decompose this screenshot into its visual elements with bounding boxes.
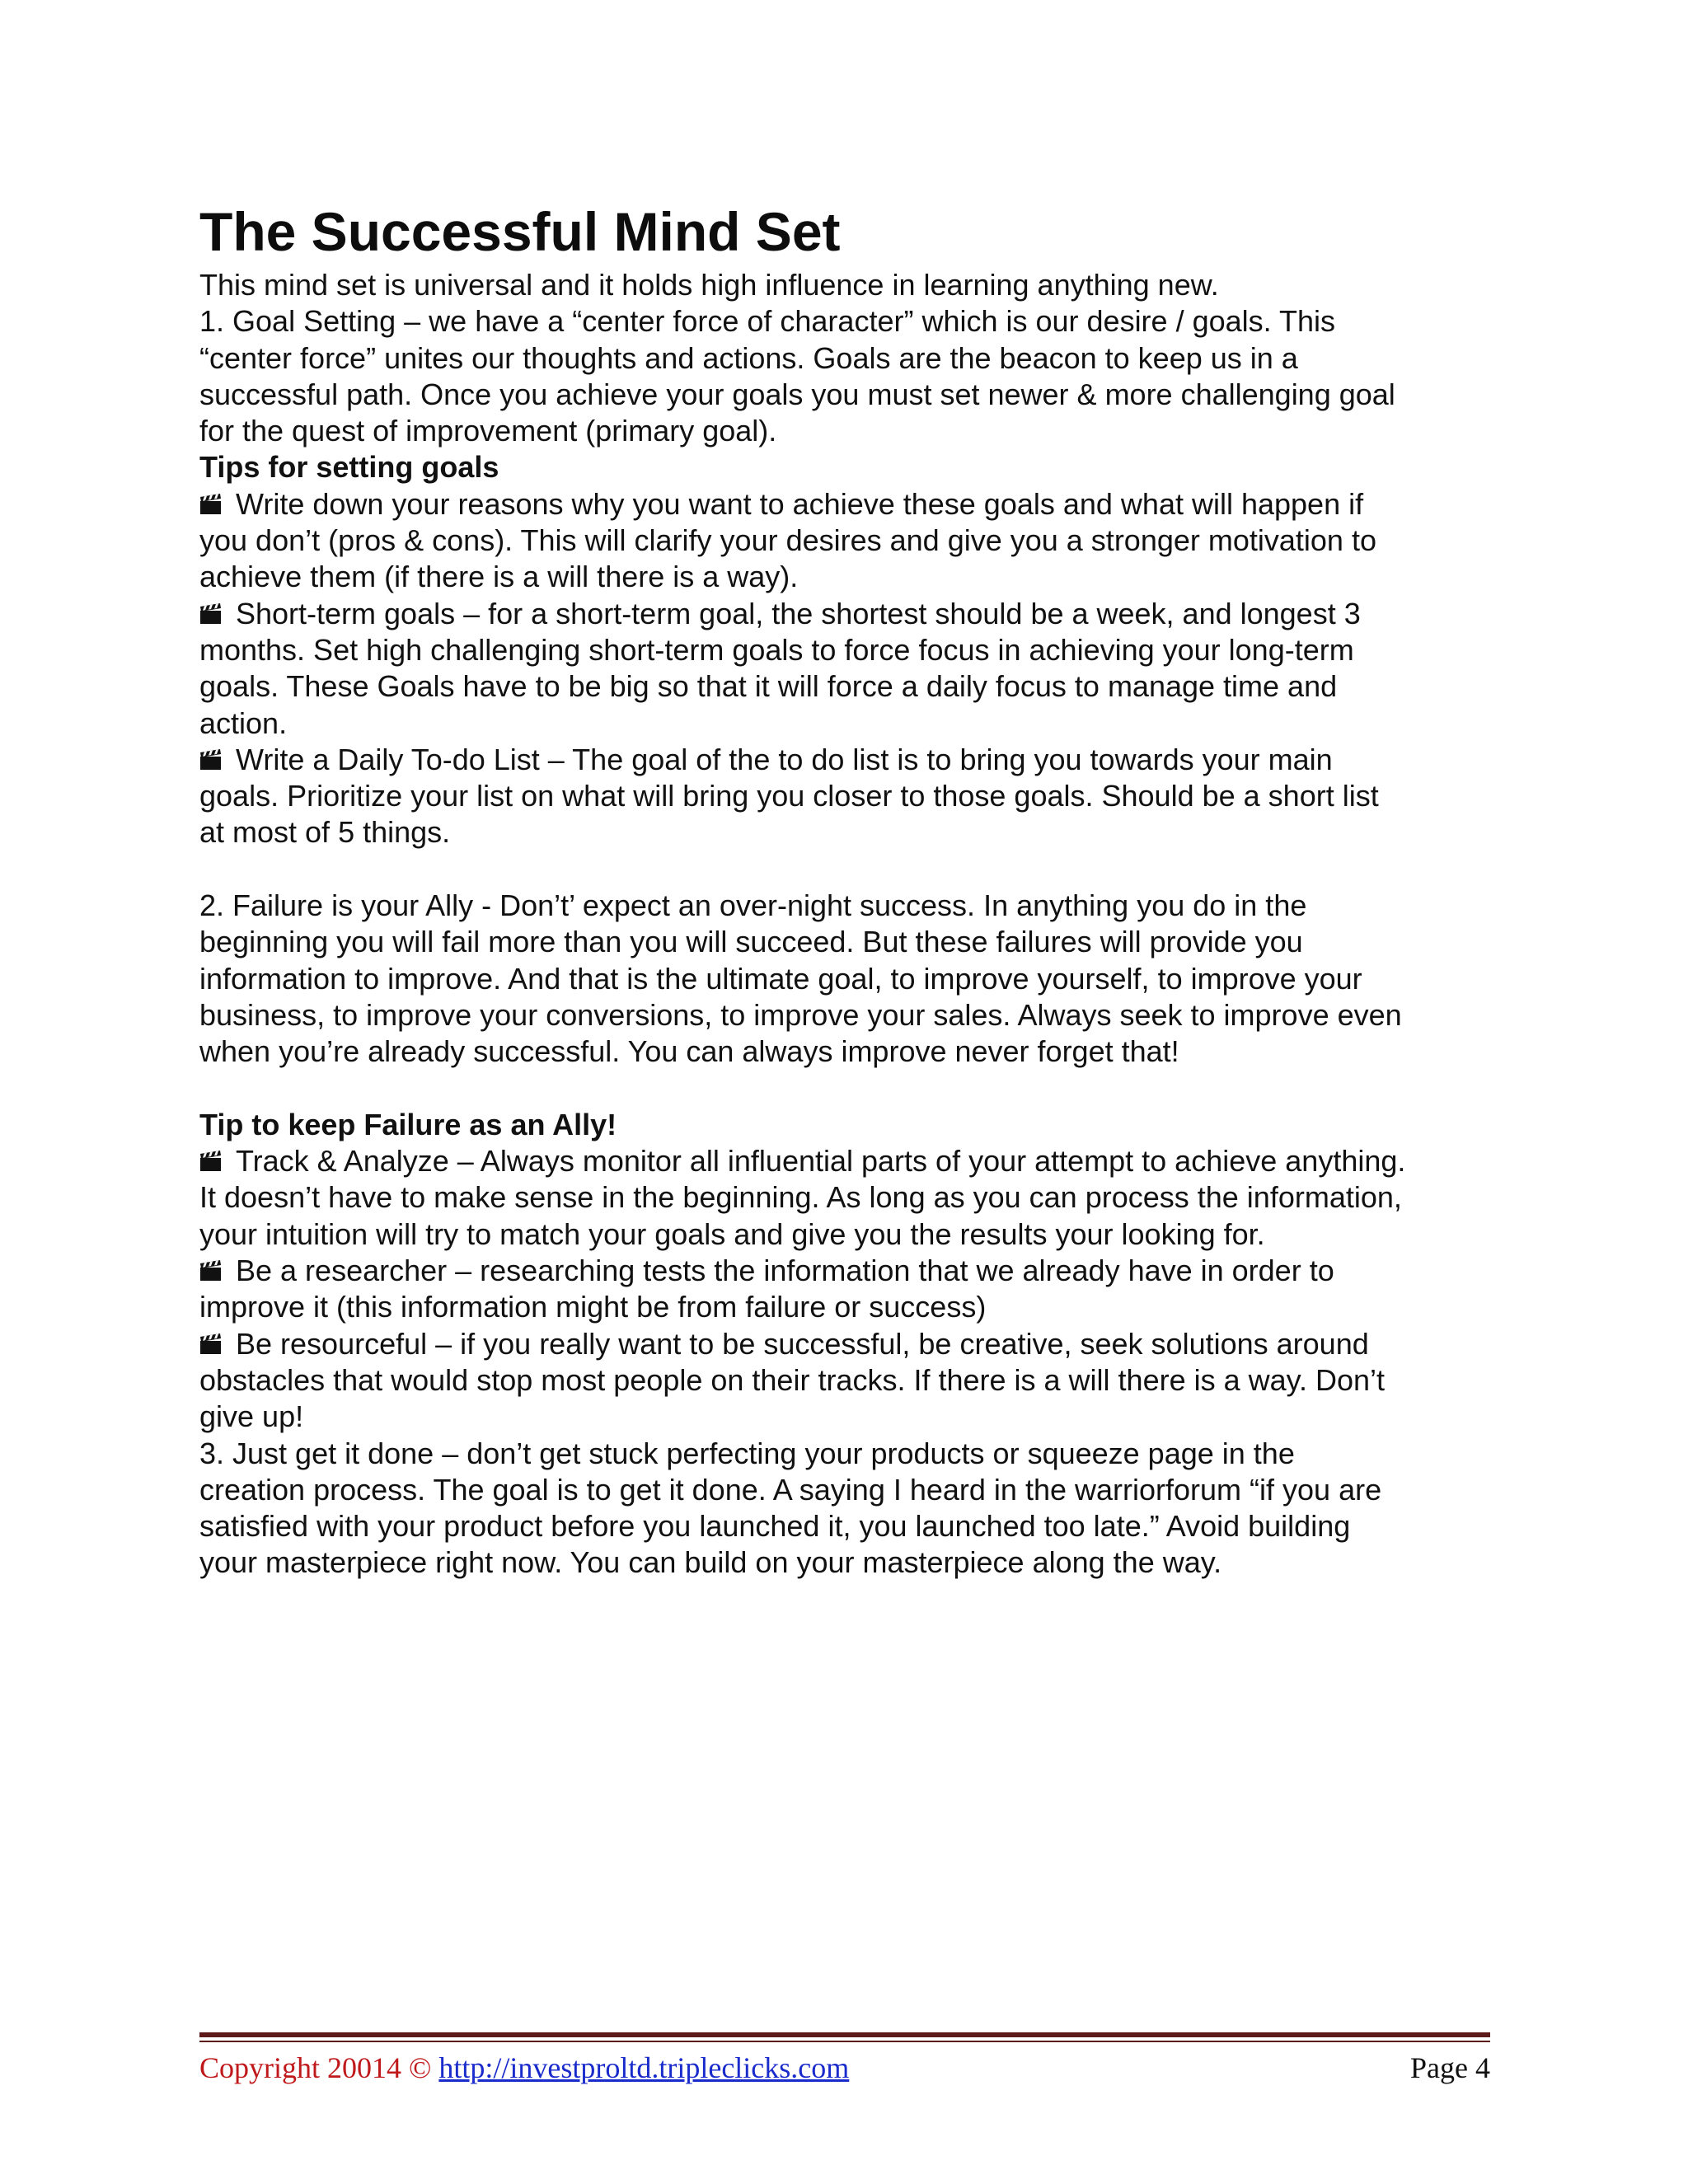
text-line (199, 668, 1493, 705)
line-text: months. Set high challenging short-term goals to force focus in achieving your long-term (199, 632, 1354, 667)
text-line (199, 1289, 1493, 1325)
line-text: you don’t (pros & cons). This will clarify your desires and give you a stronger motivation to (199, 523, 1376, 558)
line-text: improve it (this information might be from failure or success) (199, 1290, 987, 1324)
text-line (199, 523, 1493, 559)
clapperboard-icon (199, 1326, 236, 1362)
line-text: give up! (199, 1399, 304, 1434)
text-line (199, 888, 1493, 924)
bullet-item (199, 742, 1493, 778)
line-text: Short-term goals – for a short-term goal, the shortest should be a week, and longest 3 (236, 596, 1361, 630)
clapperboard-icon (199, 1143, 236, 1179)
line-text: Be resourceful – if you really want to be successful, be creative, seek solutions around (236, 1326, 1369, 1361)
line-text: information to improve. And that is the ultimate goal, to improve yourself, to improve your (199, 961, 1362, 996)
text-line (199, 632, 1493, 668)
line-text: Write down your reasons why you want to achieve these goals and what will happen if (236, 486, 1364, 521)
page-number: Page 4 (1410, 2051, 1490, 2084)
footer-divider (199, 2032, 1490, 2037)
line-text: 1. Goal Setting – we have a “center force of character” which is our desire / goals. This (199, 304, 1336, 339)
line-text: “center force” unites our thoughts and actions. Goals are the beacon to keep us in a (199, 340, 1298, 375)
page-title: The Successful Mind Set (199, 201, 841, 262)
bullet-item (199, 486, 1493, 523)
bullet-item (199, 1143, 1493, 1179)
text-line (199, 705, 1493, 742)
page-footer (199, 2047, 1490, 2088)
blank-line (199, 1071, 1493, 1107)
text-line (199, 267, 1493, 303)
text-line (199, 1399, 1493, 1435)
line-text: 3. Just get it done – don’t get stuck perfecting your products or squeeze page in the (199, 1436, 1295, 1470)
text-line (199, 1544, 1493, 1581)
line-text: Tips for setting goals (199, 450, 499, 485)
body-text (199, 267, 1493, 1582)
line-text: at most of 5 things. (199, 815, 451, 850)
line-text: action. (199, 705, 288, 740)
clapperboard-icon (199, 596, 236, 632)
footer-divider-thin (199, 2041, 1490, 2042)
clapperboard-icon (199, 1253, 236, 1289)
line-text: It doesn’t have to make sense in the beginning. As long as you can process the information, (199, 1180, 1402, 1215)
line-text: Track & Analyze – Always monitor all influential parts of your attempt to achieve anything. (236, 1144, 1406, 1179)
text-line (199, 559, 1493, 595)
bullet-item (199, 596, 1493, 632)
page-content (199, 196, 1493, 1582)
text-line (199, 1436, 1493, 1472)
text-line (199, 1179, 1493, 1216)
text-line (199, 377, 1493, 413)
text-line (199, 961, 1493, 997)
text-line (199, 1508, 1493, 1544)
footer-link[interactable]: http://investproltd.tripleclicks.com (438, 2051, 850, 2084)
clapperboard-icon (199, 486, 236, 523)
line-text: 2. Failure is your Ally - Don’t’ expect an over-night success. In anything you do in the (199, 888, 1307, 923)
text-line (199, 303, 1493, 340)
line-text: your intuition will try to match your goals and give you the results your looking for. (199, 1216, 1265, 1251)
text-line (199, 1033, 1493, 1070)
line-text: achieve them (if there is a will there is a way). (199, 560, 799, 594)
line-text: successful path. Once you achieve your goals you must set newer & more challenging goal (199, 377, 1395, 411)
bullet-item (199, 1326, 1493, 1362)
text-line (199, 924, 1493, 960)
line-text: when you’re already successful. You can always improve never forget that! (199, 1034, 1179, 1069)
line-text: creation process. The goal is to get it done. A saying I heard in the warriorforum “if you are (199, 1472, 1382, 1507)
section-heading (199, 449, 1493, 485)
line-text: Tip to keep Failure as an Ally! (199, 1107, 617, 1141)
copyright-text: Copyright 20014 © (199, 2051, 432, 2084)
text-line (199, 413, 1493, 449)
line-text: for the quest of improvement (primary goal). (199, 414, 777, 448)
text-line (199, 340, 1493, 377)
line-text: Write a Daily To-do List – The goal of the to do list is to bring you towards your main (236, 742, 1333, 776)
text-line (199, 814, 1493, 851)
text-line (199, 1472, 1493, 1508)
line-text: satisfied with your product before you launched it, you launched too late.” Avoid building (199, 1509, 1351, 1544)
line-text: your masterpiece right now. You can build on your masterpiece along the way. (199, 1545, 1222, 1580)
line-text: obstacles that would stop most people on their tracks. If there is a will there is a way. Don’t (199, 1362, 1386, 1397)
blank-line (199, 851, 1493, 888)
text-line (199, 997, 1493, 1033)
text-line (199, 1216, 1493, 1253)
line-text: This mind set is universal and it holds high influence in learning anything new. (199, 268, 1219, 302)
bullet-item (199, 1253, 1493, 1289)
line-text: goals. These Goals have to be big so that it will force a daily focus to manage time and (199, 669, 1338, 704)
clapperboard-icon (199, 742, 236, 778)
text-line (199, 778, 1493, 814)
line-text: beginning you will fail more than you will succeed. But these failures will provide you (199, 925, 1303, 959)
line-text: Be a researcher – researching tests the information that we already have in order to (236, 1254, 1334, 1288)
line-text: goals. Prioritize your list on what will bring you closer to those goals. Should be a short list (199, 779, 1379, 813)
text-line (199, 1362, 1493, 1399)
line-text: business, to improve your conversions, to improve your sales. Always seek to improve even (199, 997, 1402, 1032)
section-heading (199, 1107, 1493, 1143)
